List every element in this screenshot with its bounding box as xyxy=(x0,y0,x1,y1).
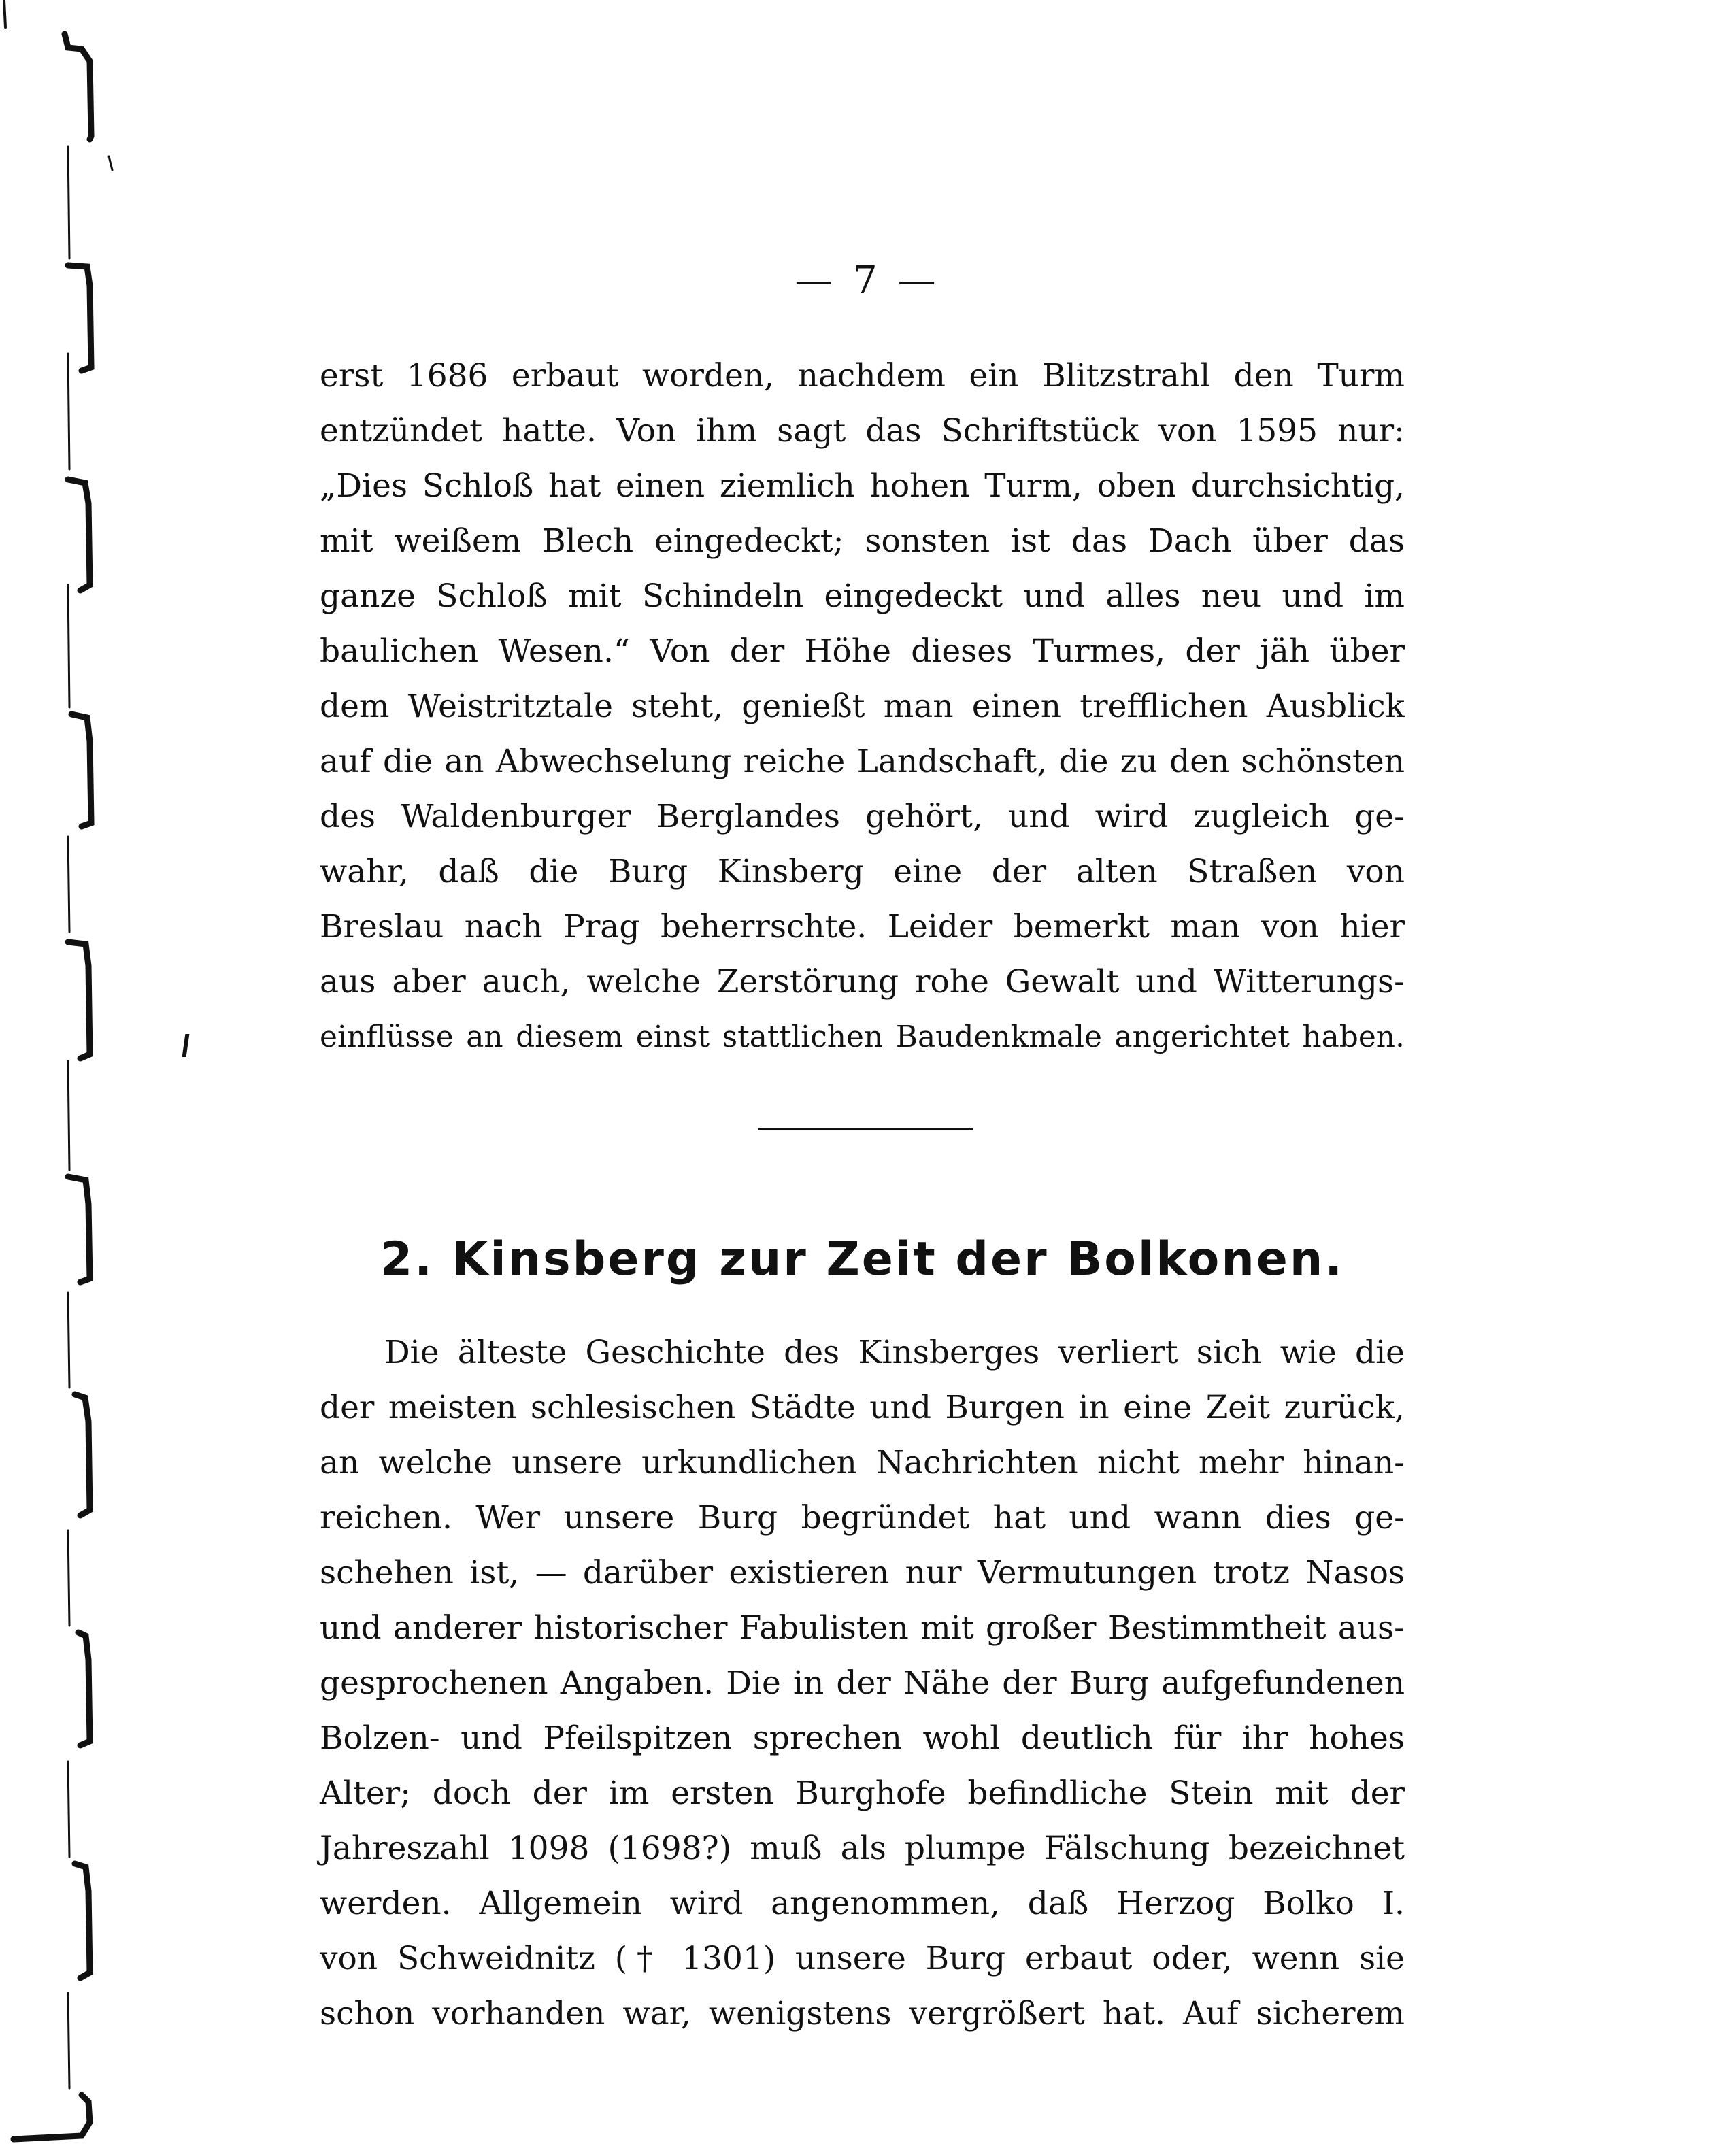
text-line: Bolzen- und Pfeilspitzen sprechen wohl deutlich für ihr hohes xyxy=(320,1719,1405,1757)
binding-edge-marks xyxy=(0,0,136,2148)
text-line: der meisten schlesischen Städte und Burgen in eine Zeit zurück, xyxy=(320,1389,1405,1426)
stray-ink-mark xyxy=(182,1034,190,1057)
text-line: reichen. Wer unsere Burg begründet hat und wann dies ge- xyxy=(320,1499,1405,1537)
text-line: aus aber auch, welche Zerstörung rohe Gewalt und Witterungs- xyxy=(320,963,1405,1001)
text-line: entzündet hatte. Von ihm sagt das Schriftstück von 1595 nur: xyxy=(320,412,1405,450)
section-1-text xyxy=(320,348,1405,1064)
text-line: an welche unsere urkundlichen Nachrichten nicht mehr hinan- xyxy=(320,1444,1405,1481)
text-line: gesprochenen Angaben. Die in der Nähe der Burg aufgefundenen xyxy=(320,1664,1405,1702)
text-line: wahr, daß die Burg Kinsberg eine der alten Straßen von xyxy=(320,853,1405,890)
text-line: ganze Schloß mit Schindeln eingedeckt und alles neu und im xyxy=(320,577,1405,615)
section-2-text xyxy=(320,1325,1405,2041)
text-line: und anderer historischer Fabulisten mit großer Bestimmtheit aus- xyxy=(320,1609,1405,1647)
text-line: schehen ist, — darüber existieren nur Vermutungen trotz Nasos xyxy=(320,1554,1405,1592)
text-line: des Waldenburger Berglandes gehört, und wird zugleich ge- xyxy=(320,798,1405,835)
section-heading: 2. Kinsberg zur Zeit der Bolkonen. xyxy=(380,1232,1345,1286)
text-line: erst 1686 erbaut worden, nachdem ein Blitzstrahl den Turm xyxy=(320,357,1405,395)
text-line: baulichen Wesen.“ Von der Höhe dieses Turmes, der jäh über xyxy=(320,633,1405,670)
text-line: werden. Allgemein wird angenommen, daß Herzog Bolko I. xyxy=(320,1885,1405,1922)
text-line: dem Weistritztale steht, genießt man einen trefflichen Ausblick xyxy=(320,688,1405,725)
text-line: schon vorhanden war, wenigstens vergrößert hat. Auf sicherem xyxy=(320,1995,1405,2032)
page-number: — 7 — xyxy=(795,258,940,303)
text-line: einflüsse an diesem einst stattlichen Baudenkmale angerichtet haben. xyxy=(320,1020,1405,1054)
section-divider xyxy=(758,1128,973,1130)
text-line: Breslau nach Prag beherrschte. Leider bemerkt man von hier xyxy=(320,908,1405,945)
text-line: Jahreszahl 1098 (1698?) muß als plumpe Fälschung bezeichnet xyxy=(320,1830,1405,1867)
text-line: „Dies Schloß hat einen ziemlich hohen Turm, oben durchsichtig, xyxy=(320,467,1405,505)
text-line: Alter; doch der im ersten Burghofe befindliche Stein mit der xyxy=(320,1775,1405,1812)
text-line: mit weißem Blech eingedeckt; sonsten ist das Dach über das xyxy=(320,522,1405,560)
text-line: auf die an Abwechselung reiche Landschaft, die zu den schönsten xyxy=(320,743,1405,780)
text-line: Die älteste Geschichte des Kinsberges verliert sich wie die xyxy=(384,1334,1405,1371)
text-line: von Schweidnitz († 1301) unsere Burg erbaut oder, wenn sie xyxy=(320,1940,1405,1977)
